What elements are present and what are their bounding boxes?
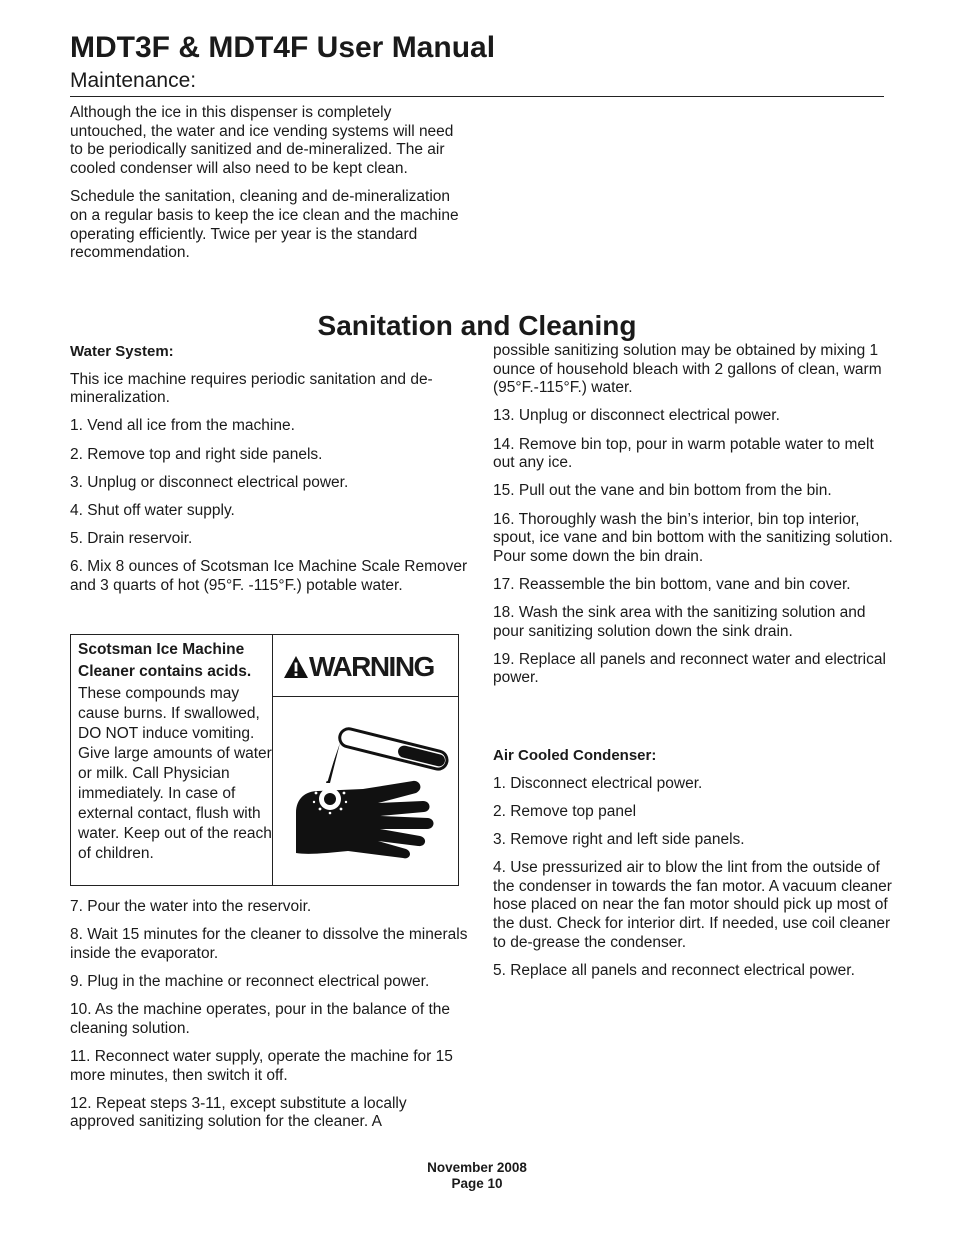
document-title: MDT3F & MDT4F User Manual xyxy=(70,31,496,64)
intro-text xyxy=(70,104,470,273)
step-item: 4. Shut off water supply. xyxy=(70,501,235,519)
step-item: 5. Replace all panels and reconnect electrical power. xyxy=(493,961,855,979)
step-item: 8. Wait 15 minutes for the cleaner to dissolve the minerals inside the evaporator. xyxy=(70,926,468,962)
step-item: 1. Vend all ice from the machine. xyxy=(70,417,295,435)
right-column xyxy=(493,342,893,698)
header-rule xyxy=(70,96,884,97)
step-item: 16. Thoroughly wash the bin’s interior, bin top interior, spout, ice vane and bin bottom with the sanitizing solution. Pour some down the bin drain. xyxy=(493,510,893,565)
warning-triangle-icon xyxy=(283,655,309,679)
warning-label xyxy=(283,649,453,685)
step-item: 15. Pull out the vane and bin bottom from the bin. xyxy=(493,482,832,500)
step-item: 2. Remove top panel xyxy=(493,802,637,820)
step-item: 11. Reconnect water supply, operate the machine for 15 more minutes, then switch it off. xyxy=(70,1047,453,1084)
warning-word: WARNING xyxy=(309,651,434,682)
step-item: 1. Disconnect electrical power. xyxy=(493,774,703,792)
water-system-intro: This ice machine requires periodic sanitation and de-mineralization. xyxy=(70,370,433,407)
step-item: 4. Use pressurized air to blow the lint from the outside of the condenser in towards the fan motor. A vacuum cleaner hose placed on near the fan motor should pick up most of the dust. Check for interior dirt. If needed, use coil cleaner to de-grease the condenser. xyxy=(493,859,892,951)
step-item: 19. Replace all panels and reconnect water and electrical power. xyxy=(493,650,886,687)
footer-date: November 2008 xyxy=(427,1160,527,1175)
condenser-column xyxy=(493,747,893,990)
warning-text xyxy=(78,639,273,864)
step-item: 7. Pour the water into the reservoir. xyxy=(70,898,312,915)
step-item: 2. Remove top and right side panels. xyxy=(70,445,323,463)
section-subtitle: Maintenance: xyxy=(70,69,197,92)
step-item: 9. Plug in the machine or reconnect electrical power. xyxy=(70,972,430,990)
warning-divider xyxy=(272,696,459,697)
step-item: 12. Repeat steps 3-11, except substitute a locally approved sanitizing solution for the cleaner. A xyxy=(70,1094,407,1131)
water-system-heading: Water System: xyxy=(70,343,174,360)
section-title: Sanitation and Cleaning xyxy=(317,310,637,341)
step-item: 3. Remove right and left side panels. xyxy=(493,830,745,848)
step-item: 5. Drain reservoir. xyxy=(70,530,193,548)
water-system-column-continued xyxy=(70,898,470,1142)
intro-paragraph: Although the ice in this dispenser is completely untouched, the water and ice vending systems will need to be periodically sanitized and de-mineralized. The air cooled condenser will also need to be kept clean. xyxy=(70,104,454,177)
step-item: 13. Unplug or disconnect electrical power. xyxy=(493,407,780,425)
intro-paragraph: Schedule the sanitation, cleaning and de-mineralization on a regular basis to keep the ice clean and the machine operating efficiently. Twice per year is the standard recommendation. xyxy=(70,188,459,262)
condenser-heading: Air Cooled Condenser: xyxy=(493,747,657,764)
page-footer xyxy=(0,1160,954,1192)
step-continuation: possible sanitizing solution may be obtained by mixing 1 ounce of household bleach with 2 gallons of clean, warm (95°F.-115°F.) water. xyxy=(493,342,882,397)
step-item: 17. Reassemble the bin bottom, vane and bin cover. xyxy=(493,575,851,593)
warning-headline: Scotsman Ice Machine Cleaner contains acids. xyxy=(78,641,252,680)
step-item: 3. Unplug or disconnect electrical power. xyxy=(70,473,349,491)
water-system-column xyxy=(70,343,470,605)
acid-burn-hand-icon xyxy=(278,723,458,873)
warning-divider xyxy=(272,635,273,885)
warning-box xyxy=(70,634,459,886)
step-item: 6. Mix 8 ounces of Scotsman Ice Machine Scale Remover and 3 quarts of hot (95°F. -115°F.) potable water. xyxy=(70,558,468,594)
step-item: 18. Wash the sink area with the sanitizing solution and pour sanitizing solution down the sink drain. xyxy=(493,604,866,640)
page-number: Page 10 xyxy=(451,1176,503,1191)
step-item: 10. As the machine operates, pour in the balance of the cleaning solution. xyxy=(70,1001,451,1037)
step-item: 14. Remove bin top, pour in warm potable water to melt out any ice. xyxy=(493,435,874,472)
warning-body: These compounds may cause burns. If swallowed, DO NOT induce vomiting. Give large amounts of water or milk. Call Physician immediately. In case of external contact, flush with water. Keep out of the reach of children. xyxy=(78,685,272,862)
